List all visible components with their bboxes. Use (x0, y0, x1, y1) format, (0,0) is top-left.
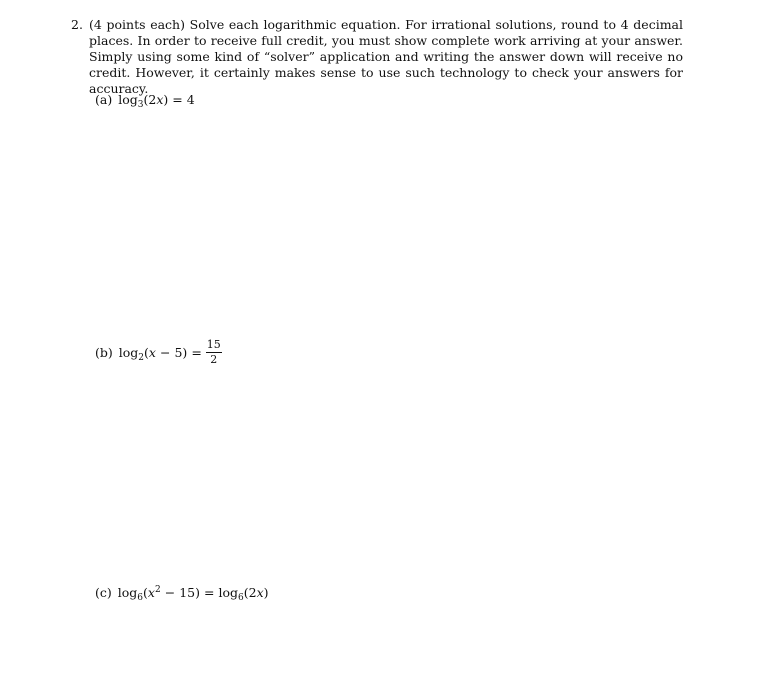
part-c-base: 6 (137, 593, 144, 603)
part-b-open: ( (144, 345, 149, 360)
part-c-equals: = (204, 585, 215, 600)
part-b-numerator: 15 (206, 338, 221, 351)
part-c-exponent: 2 (154, 585, 161, 595)
part-a-rhs: 4 (186, 92, 195, 107)
part-a-variable: x (156, 92, 164, 107)
part-c-const: 15) (179, 585, 200, 600)
part-c-open-right: (2 (243, 585, 257, 600)
part-c-base-right: 6 (238, 593, 244, 603)
part-a-equation (95, 92, 195, 108)
part-b-base: 2 (138, 353, 145, 363)
part-c-minus: − (164, 585, 176, 600)
part-c-variable: x (147, 585, 155, 600)
part-c-open: ( (143, 585, 148, 600)
part-b-equals: = (191, 345, 202, 360)
part-a-base: 3 (137, 100, 144, 110)
part-b-denominator: 2 (210, 353, 218, 366)
part-b-label: (b) (95, 345, 113, 360)
part-c-equation (95, 585, 269, 601)
part-b-fraction (206, 339, 222, 366)
problem-instructions: (4 points each) Solve each logarithmic equation. For irrational solutions, round to 4 decimal places. In order to receive full credit, you must show complete work arriving at your answer. Simply using some kind of “solver” application and writing the answer down will receive no credit. However, it certainly makes sense to use such technology to check your answers for accuracy. (89, 17, 683, 96)
part-a-equals: = (172, 92, 183, 107)
part-b-minus: − (159, 345, 171, 360)
part-c-label: (c) (95, 585, 112, 600)
part-b-log: log (118, 345, 139, 360)
part-c-close-right: ) (263, 585, 269, 600)
part-c-log-right: log (218, 585, 239, 600)
part-a-close: ) (163, 92, 169, 107)
part-b-const: 5) (174, 345, 188, 360)
part-c-variable-right: x (256, 585, 264, 600)
part-c-log: log (117, 585, 138, 600)
problem-number: 2. (71, 17, 83, 32)
part-a-label: (a) (95, 92, 113, 107)
part-a-log: log (118, 92, 138, 107)
part-b-equation (95, 340, 222, 367)
part-a-open: (2 (143, 92, 157, 107)
part-b-variable: x (148, 345, 156, 360)
